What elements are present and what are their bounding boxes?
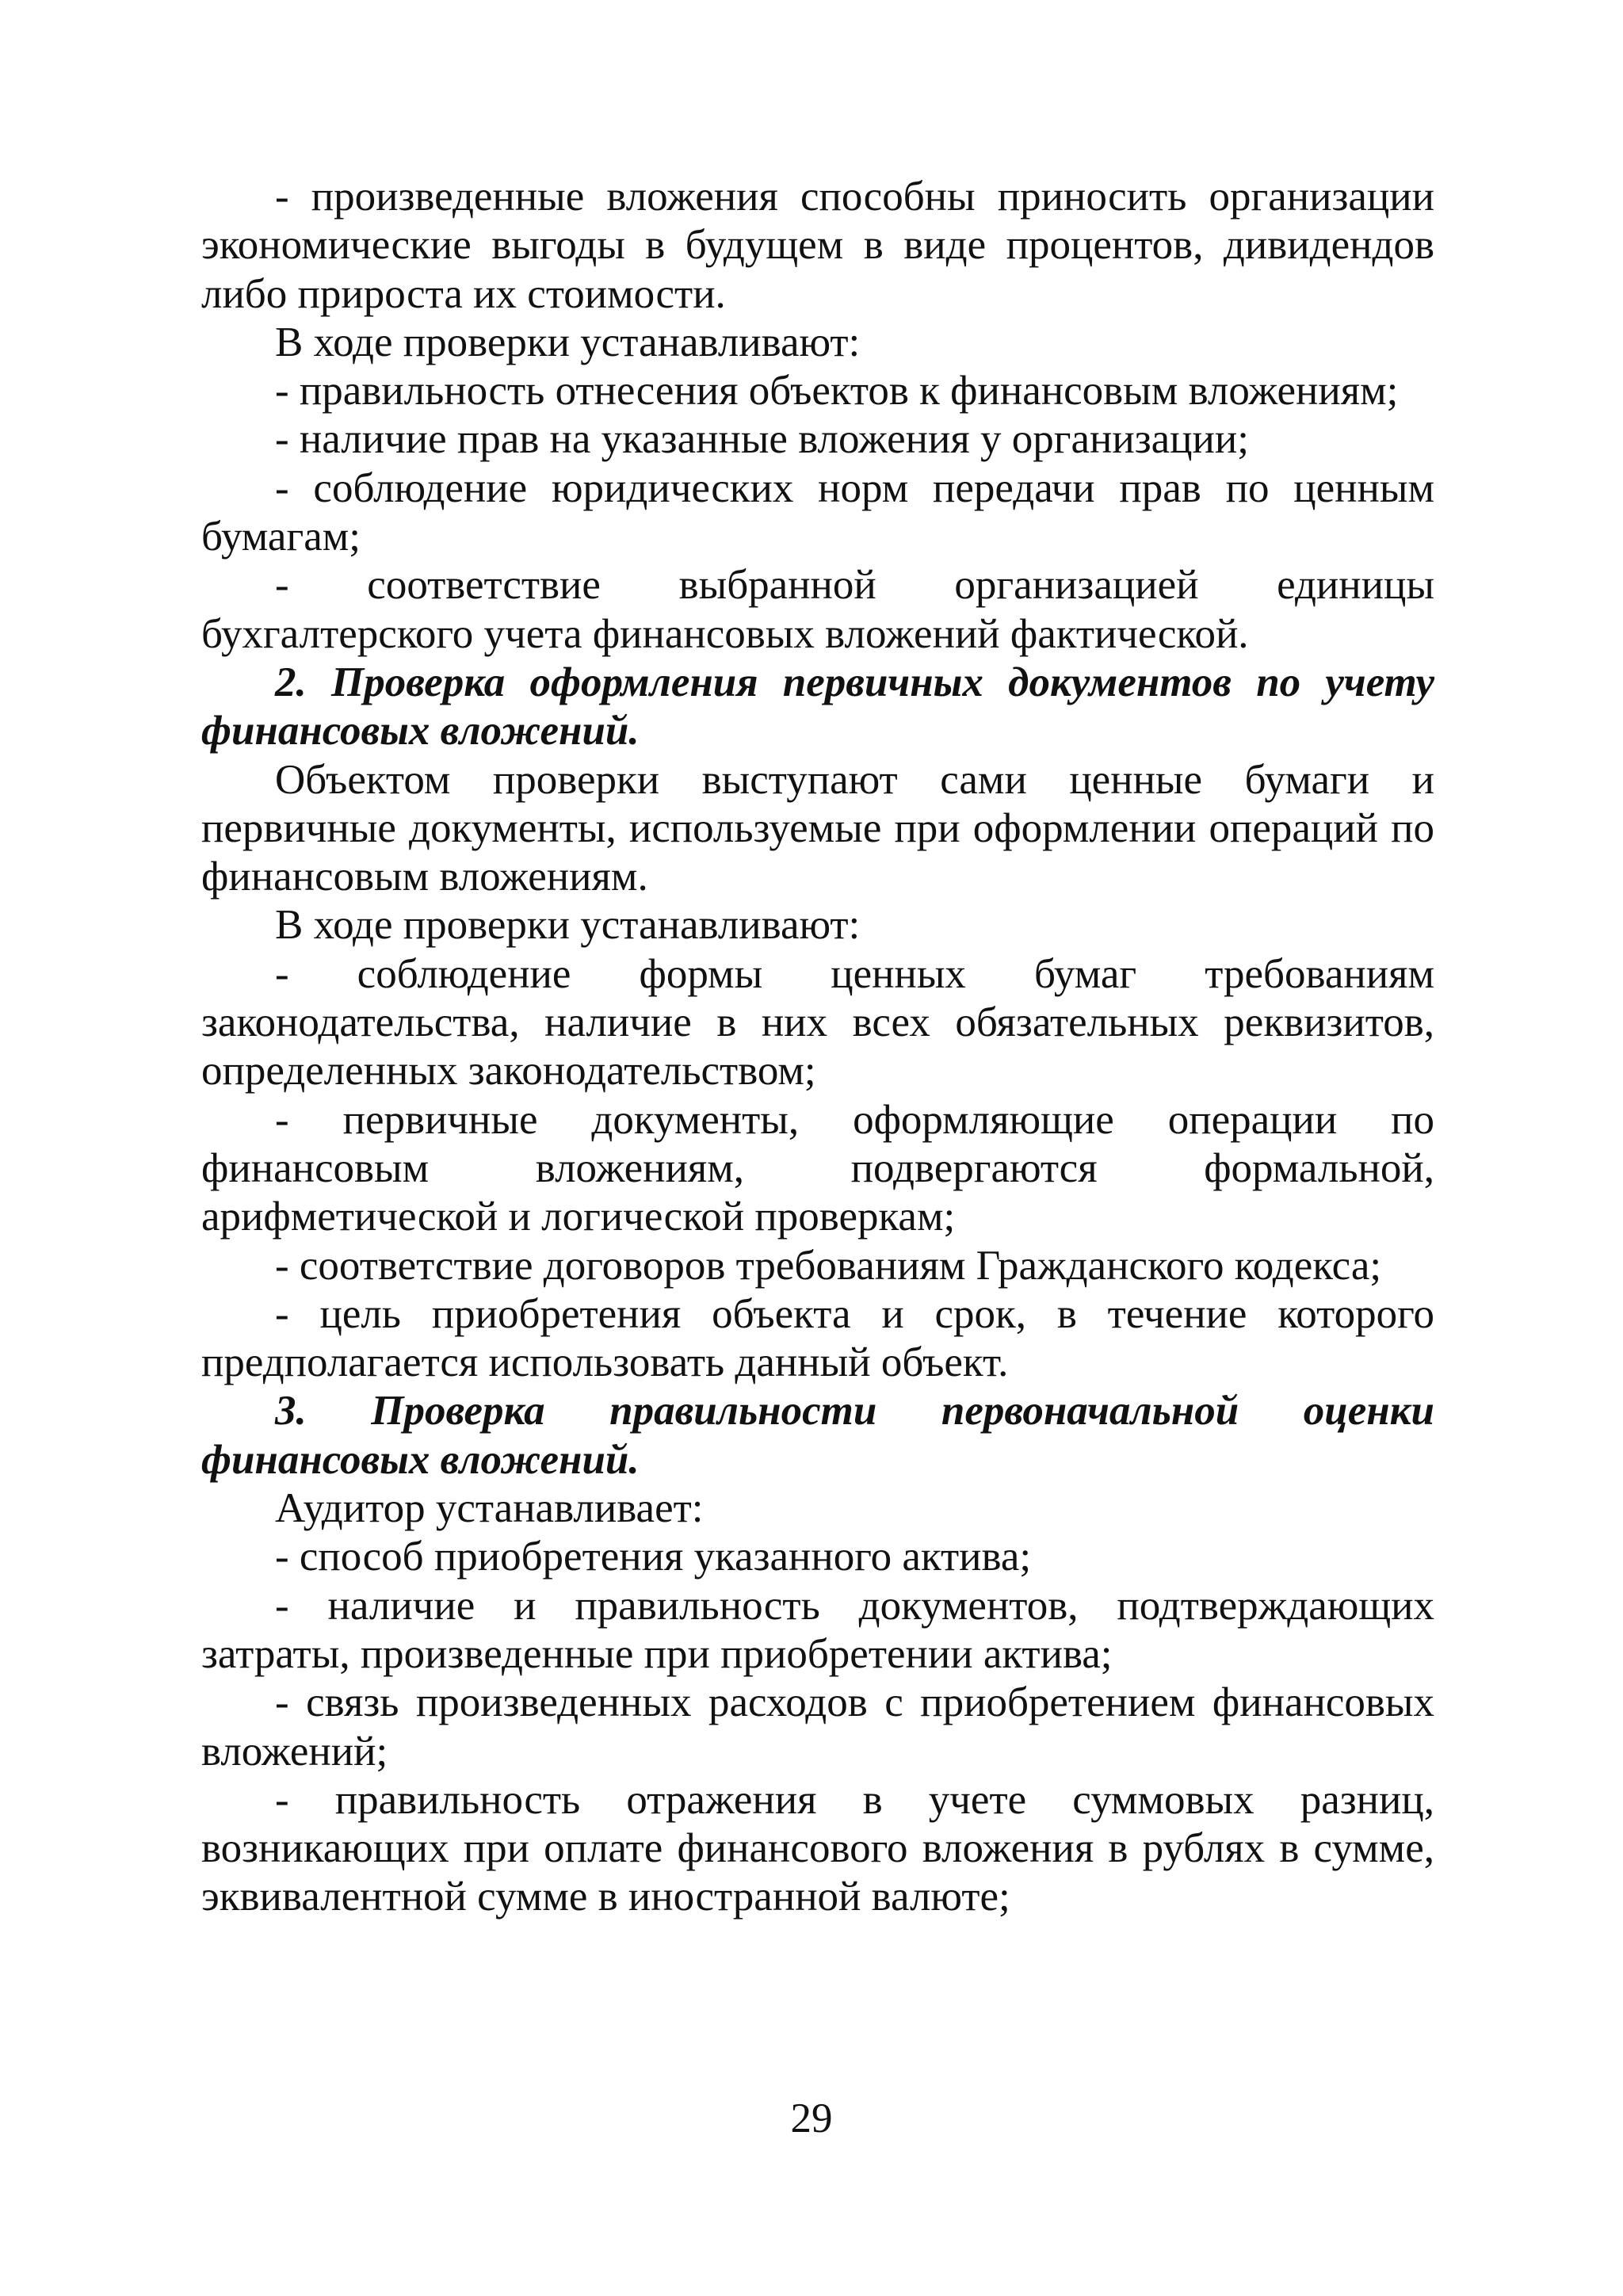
paragraph: - наличие и правильность документов, подтверждающих затраты, произведенные при приобретении актива; xyxy=(201,1582,1434,1677)
section-heading: 3. Проверка правильности первоначальной оценки финансовых вложений. xyxy=(201,1388,1434,1483)
paragraph: - способ приобретения указанного актива; xyxy=(275,1534,1032,1580)
paragraph: Аудитор устанавливает: xyxy=(275,1485,704,1532)
paragraph: - цель приобретения объекта и срок, в течение которого предполагается использовать данный объект. xyxy=(201,1290,1434,1386)
body-text xyxy=(201,173,1434,1922)
paragraph: - произведенные вложения способны приносить организации экономические выгоды в будущем в виде процентов, дивидендов либо прироста их стоимости. xyxy=(201,174,1434,317)
paragraph: Объектом проверки выступают сами ценные бумаги и первичные документы, используемые при оформлении операций по финансовым вложениям. xyxy=(201,756,1434,900)
paragraph: - соблюдение юридических норм передачи прав по ценным бумагам; xyxy=(201,464,1434,560)
paragraph: В ходе проверки устанавливают: xyxy=(275,319,861,365)
paragraph: - связь произведенных расходов с приобретением финансовых вложений; xyxy=(201,1679,1434,1775)
paragraph: - правильность отражения в учете суммовых разниц, возникающих при оплате финансового вложения в рублях в сумме, эквивалентной сумме в иностранной валюте; xyxy=(201,1776,1434,1920)
paragraph: - соответствие договоров требованиям Гражданского кодекса; xyxy=(275,1242,1382,1289)
paragraph: - правильность отнесения объектов к финансовым вложениям; xyxy=(275,368,1399,415)
paragraph: - наличие прав на указанные вложения у организации; xyxy=(275,416,1249,463)
paragraph: - первичные документы, оформляющие операции по финансовым вложениям, подвергаются формальной, арифметической и логической проверкам; xyxy=(201,1096,1434,1240)
section-heading: 2. Проверка оформления первичных документов по учету финансовых вложений. xyxy=(201,659,1434,755)
paragraph: - соблюдение формы ценных бумаг требованиям законодательства, наличие в них всех обязательных реквизитов, определенных законодательством; xyxy=(201,950,1434,1095)
page-number: 29 xyxy=(790,2095,833,2141)
paragraph: В ходе проверки устанавливают: xyxy=(275,902,861,949)
paragraph: - соответствие выбранной организацией единицы бухгалтерского учета финансовых вложений фактической. xyxy=(201,562,1434,657)
